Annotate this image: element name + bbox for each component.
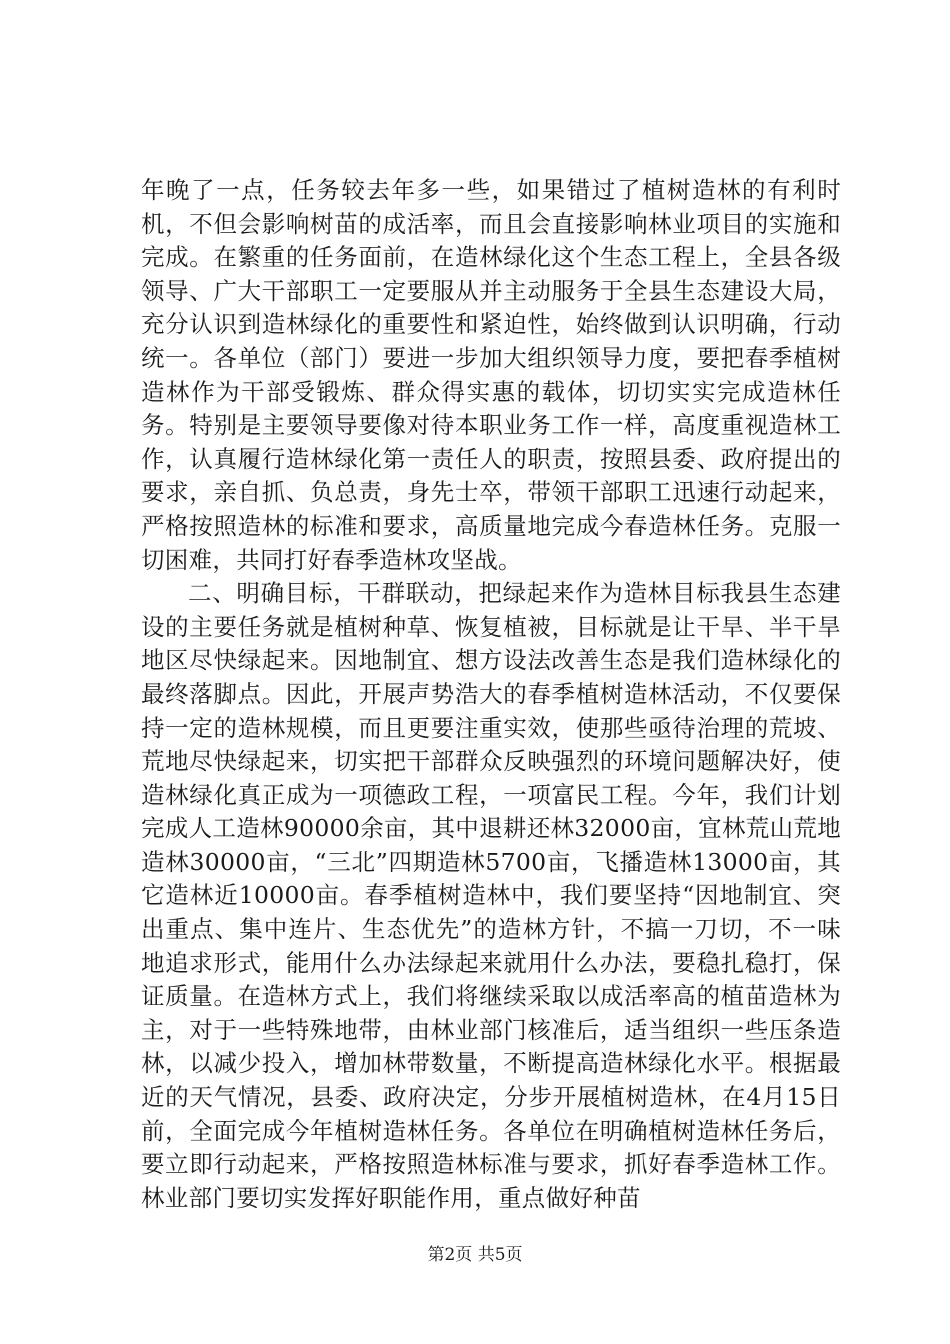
page-footer: 第2页 共5页 <box>427 1245 523 1265</box>
paragraph-1: 年晚了一点，任务较去年多一些，如果错过了植树造林的有利时机，不但会影响树苗的成活率，而且会直接影响林业项目的实施和完成。在繁重的任务面前，在造林绿化这个生态工程上，全县各级领导、广大干部职工一定要服从并主动服务于全县生态建设大局，充分认识到造林绿化的重要性和紧迫性，始终做到认识明确，行动统一。各单位（部门）要进一步加大组织领导力度，要把春季植树造林作为干部受锻炼、群众得实惠的载体，切切实实完成造林任务。特别是主要领导要像对待本职业务工作一样，高度重视造林工作，认真履行造林绿化第一责任人的职责，按照县委、政府提出的要求，亲自抓、负总责，身先士卒，带领干部职工迅速行动起来，严格按照造林的标准和要求，高质量地完成今春造林任务。克服一切困难，共同打好春季造林攻坚战。 <box>141 176 841 574</box>
document-body <box>141 174 841 1215</box>
paragraph-2: 二、明确目标，干群联动，把绿起来作为造林目标我县生态建设的主要任务就是植树种草、恢复植被，目标就是让干旱、半干旱地区尽快绿起来。因地制宜、想方设法改善生态是我们造林绿化的最终落脚点。因此，开展声势浩大的春季植树造林活动，不仅要保持一定的造林规模，而且更要注重实效，使那些亟待治理的荒坡、荒地尽快绿起来，切实把干部群众反映强烈的环境问题解决好，使造林绿化真正成为一项德政工程，一项富民工程。今年，我们计划完成人工造林90000余亩，其中退耕还林32000亩，宜林荒山荒地造林30000亩，“三北”四期造林5700亩，飞播造林13000亩，其它造林近10000亩。春季植树造林中，我们要坚持“因地制宜、突出重点、集中连片、生态优先”的造林方针，不搞一刀切，不一味地追求形式，能用什么办法绿起来就用什么办法，要稳扎稳打，保证质量。在造林方式上，我们将继续采取以成活率高的植苗造林为主，对于一些特殊地带，由林业部门核准后，适当组织一些压条造林，以减少投入，增加林带数量，不断提高造林绿化水平。根据最近的天气情况，县委、政府决定，分步开展植树造林，在4月15日前，全面完成今年植树造林任务。各单位在明确植树造林任务后，要立即行动起来，严格按照造林标准与要求，抓好春季造林工作。林业部门要切实发挥好职能作用，重点做好种苗 <box>141 579 841 1212</box>
